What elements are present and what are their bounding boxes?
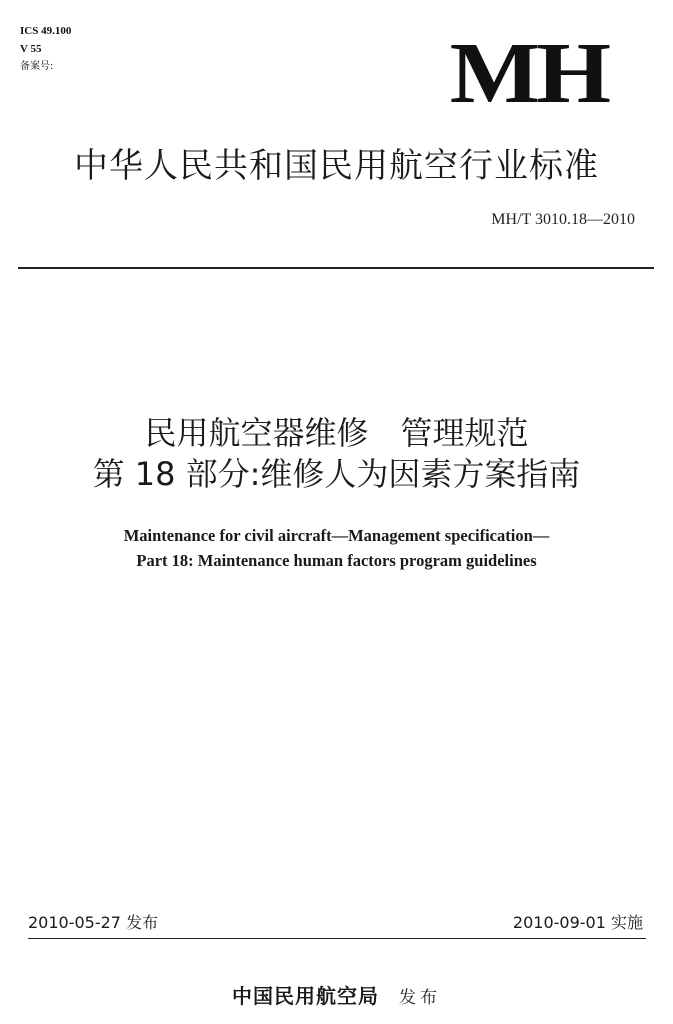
ccs-code: V 55 xyxy=(20,43,42,55)
implementation-date: 2010-09-01 实施 xyxy=(512,913,643,932)
standard-title: 中华人民共和国民用航空行业标准 xyxy=(74,146,599,186)
record-number-label: 备案号: xyxy=(20,61,54,72)
publisher-name: 中国民用航空局 xyxy=(232,984,379,1008)
ics-code: ICS 49.100 xyxy=(20,25,72,37)
document-title-cn-line1: 民用航空器维修 管理规范 xyxy=(144,414,529,452)
publisher-line xyxy=(0,980,673,1009)
document-title-en-line1: Maintenance for civil aircraft—Management specification— xyxy=(123,526,550,545)
document-title-cn-line2: 第 18 部分:维修人为因素方案指南 xyxy=(92,455,581,493)
top-divider xyxy=(18,267,654,269)
standard-code: MH/T 3010.18—2010 xyxy=(491,211,635,228)
bottom-divider xyxy=(28,938,646,939)
publish-label: 发布 xyxy=(399,988,441,1008)
mh-logo: MH xyxy=(449,24,607,121)
document-title-en-line2: Part 18: Maintenance human factors program guidelines xyxy=(136,551,537,570)
issue-date: 2010-05-27 发布 xyxy=(28,913,159,932)
